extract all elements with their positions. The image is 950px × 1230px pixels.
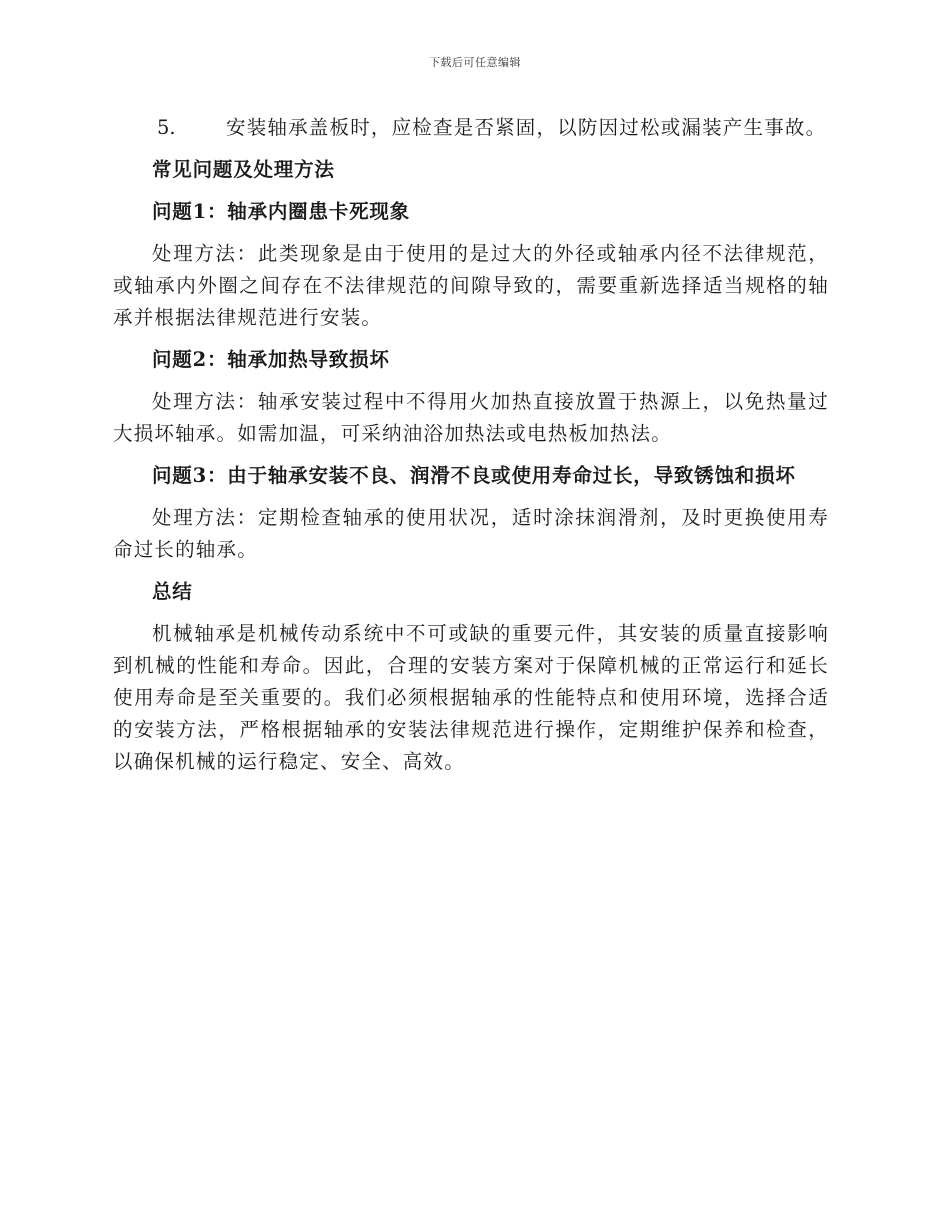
section-heading: 常见问题及处理方法: [152, 158, 335, 181]
list-item-5: [113, 112, 829, 144]
problem-2-heading: 问题2：轴承加热导致损坏: [152, 348, 390, 371]
summary-heading: 总结: [152, 580, 193, 603]
problem-3-solution: 处理方法：定期检查轴承的使用状况，适时涂抹润滑剂，及时更换使用寿命过长的轴承。: [113, 506, 829, 561]
problem-3-heading: 问题3：由于轴承安装不良、润滑不良或使用寿命过长，导致锈蚀和损坏: [152, 464, 796, 487]
problem-1-heading: 问题1：轴承内圈患卡死现象: [152, 200, 410, 223]
document-body: [113, 112, 829, 788]
list-item-text: 安装轴承盖板时，应检查是否紧固，以防因过松或漏装产生事故。: [226, 116, 827, 139]
problem-1-solution: 处理方法：此类现象是由于使用的是过大的外径或轴承内径不法律规范，或轴承内外圈之间存在不法律规范的间隙导致的，需要重新选择适当规格的轴承并根据法律规范进行安装。: [113, 242, 829, 329]
list-item-number: 5.: [157, 116, 176, 139]
problem-2-solution: 处理方法：轴承安装过程中不得用火加热直接放置于热源上，以免热量过大损坏轴承。如需加温，可采纳油浴加热法或电热板加热法。: [113, 390, 829, 445]
summary-paragraph: 机械轴承是机械传动系统中不可或缺的重要元件，其安装的质量直接影响到机械的性能和寿命。因此，合理的安装方案对于保障机械的正常运行和延长使用寿命是至关重要的。我们必须根据轴承的性能特点和使用环境，选择合适的安装方法，严格根据轴承的安装法律规范进行操作，定期维护保养和检查，以确保机械的运行稳定、安全、高效。: [113, 622, 829, 773]
page-header: 下载后可任意编辑: [429, 56, 521, 69]
